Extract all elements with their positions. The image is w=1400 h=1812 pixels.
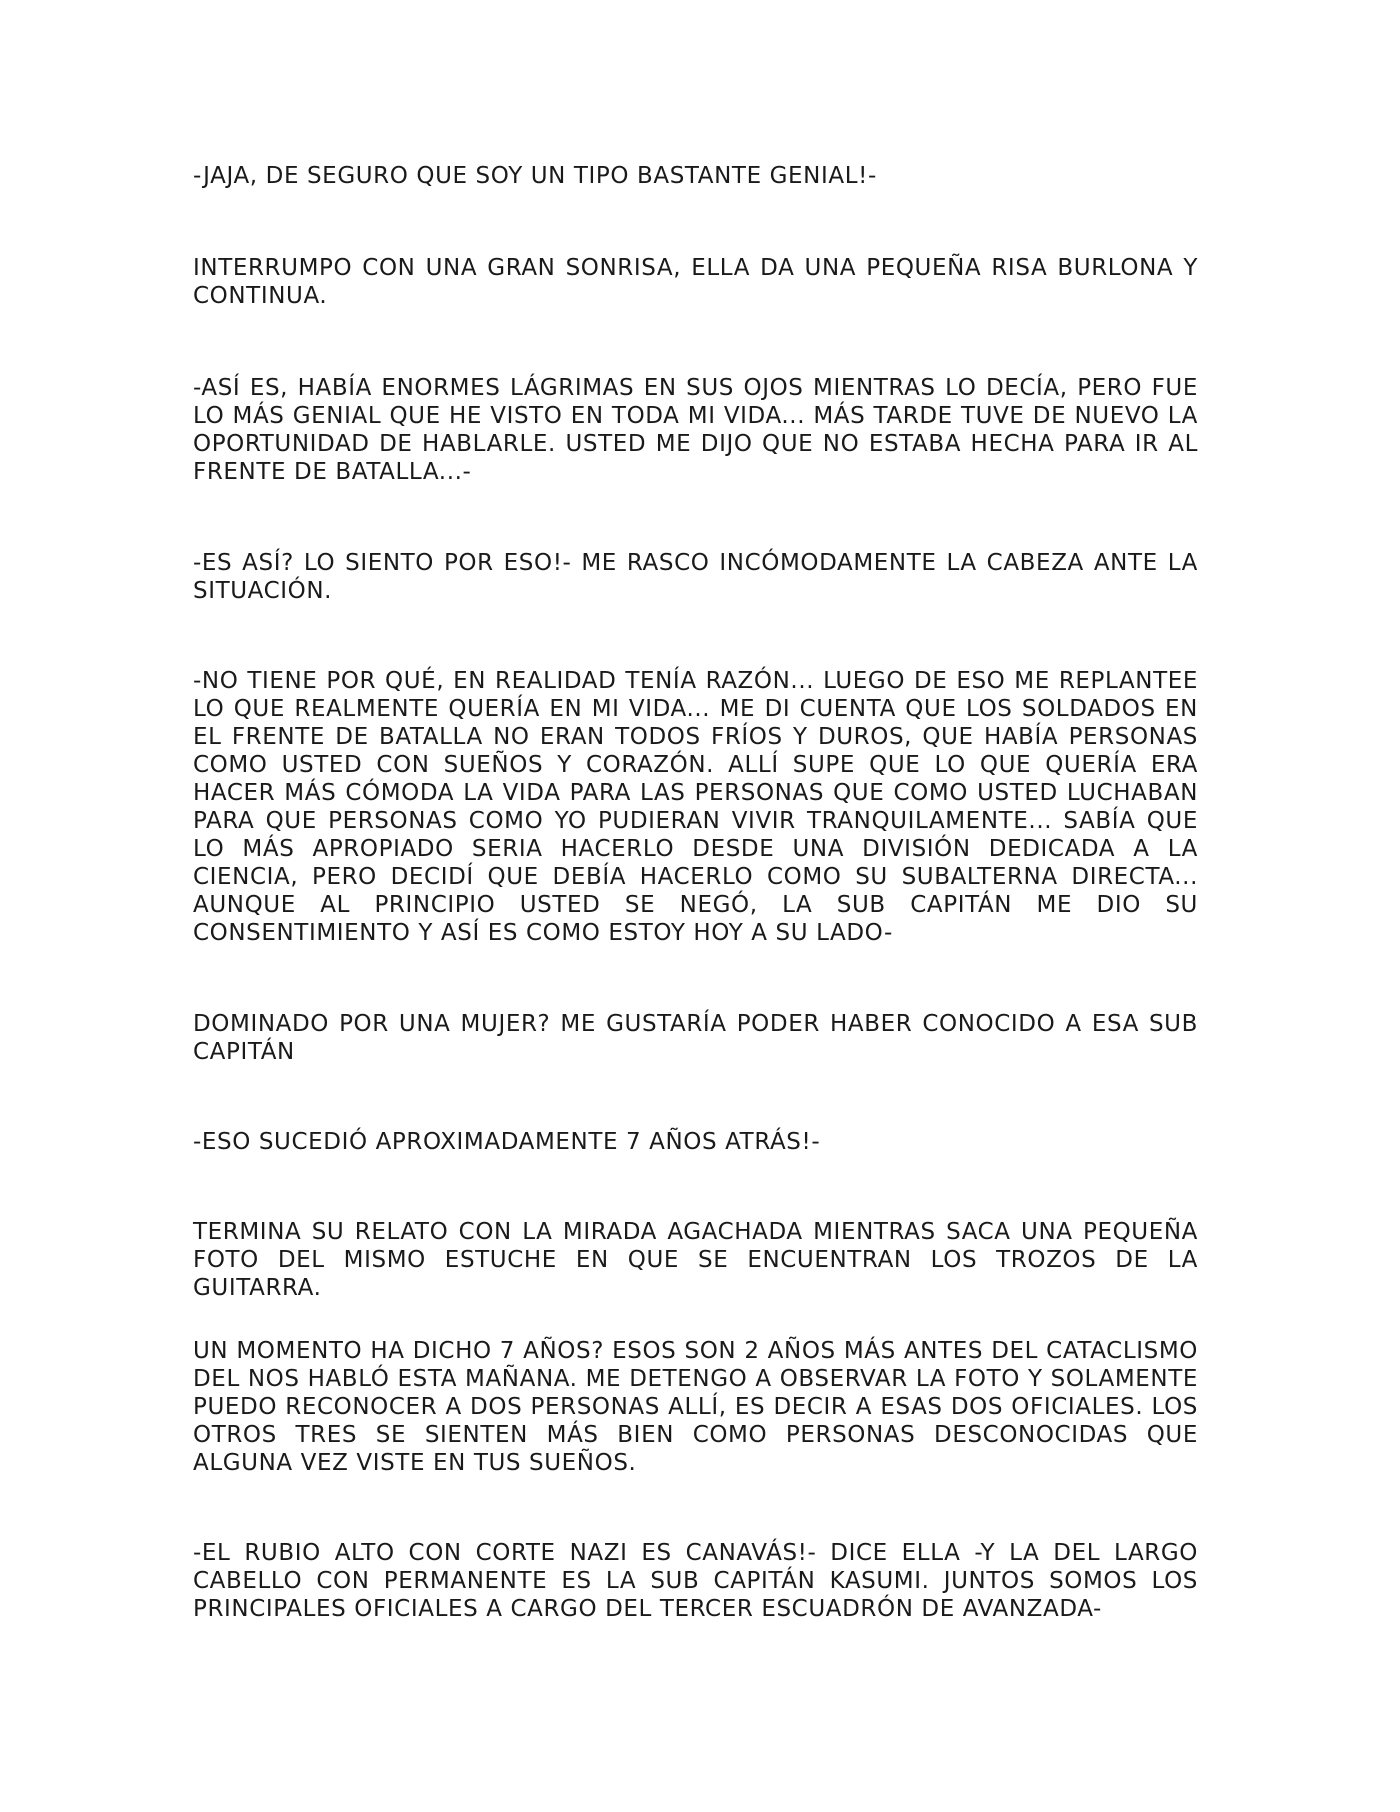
paragraph-8: TERMINA SU RELATO CON LA MIRADA AGACHADA MIENTRAS SACA UNA PEQUEÑA FOTO DEL MISMO ESTUCHE EN QUE SE ENCUENTRAN LOS TROZOS DE LA GUITARRA. — [193, 1219, 1198, 1301]
paragraph-2: INTERRUMPO CON UNA GRAN SONRISA, ELLA DA UNA PEQUEÑA RISA BURLONA Y CONTINUA. — [193, 255, 1198, 309]
paragraph-5: -NO TIENE POR QUÉ, EN REALIDAD TENÍA RAZÓN... LUEGO DE ESO ME REPLANTEE LO QUE REALMENTE QUERÍA EN MI VIDA... ME DI CUENTA QUE LOS SOLDADOS EN EL FRENTE DE BATALLA NO ERAN TODOS FRÍOS Y DUROS, QUE HABÍA PERSONAS COMO USTED CON SUEÑOS Y CORAZÓN. ALLÍ SUPE QUE LO QUE QUERÍA ERA HACER MÁS CÓMODA LA VIDA PARA LAS PERSONAS QUE COMO USTED LUCHABAN PARA QUE PERSONAS COMO YO PUDIERAN VIVIR TRANQUILAMENTE... SABÍA QUE LO MÁS APROPIADO SERIA HACERLO DESDE UNA DIVISIÓN DEDICADA A LA CIENCIA, PERO DECIDÍ QUE DEBÍA HACERLO COMO SU SUBALTERNA DIRECTA... AUNQUE AL PRINCIPIO USTED SE NEGÓ, LA SUB CAPITÁN ME DIO SU CONSENTIMIENTO Y ASÍ ES COMO ESTOY HOY A SU LADO- — [193, 668, 1198, 946]
paragraph-4: -ES ASÍ? LO SIENTO POR ESO!- ME RASCO INCÓMODAMENTE LA CABEZA ANTE LA SITUACIÓN. — [193, 550, 1198, 604]
document-page — [193, 0, 1198, 1812]
paragraph-7: -ESO SUCEDIÓ APROXIMADAMENTE 7 AÑOS ATRÁS!- — [193, 1129, 821, 1155]
paragraph-10: -EL RUBIO ALTO CON CORTE NAZI ES CANAVÁS!- DICE ELLA -Y LA DEL LARGO CABELLO CON PERMANENTE ES LA SUB CAPITÁN KASUMI. JUNTOS SOMOS LOS PRINCIPALES OFICIALES A CARGO DEL TERCER ESCUADRÓN DE AVANZADA- — [193, 1540, 1198, 1622]
paragraph-9: UN MOMENTO HA DICHO 7 AÑOS? ESOS SON 2 AÑOS MÁS ANTES DEL CATACLISMO DEL NOS HABLÓ ESTA MAÑANA. ME DETENGO A OBSERVAR LA FOTO Y SOLAMENTE PUEDO RECONOCER A DOS PERSONAS ALLÍ, ES DECIR A ESAS DOS OFICIALES. LOS OTROS TRES SE SIENTEN MÁS BIEN COMO PERSONAS DESCONOCIDAS QUE ALGUNA VEZ VISTE EN TUS SUEÑOS. — [193, 1338, 1198, 1476]
paragraph-1: -JAJA, DE SEGURO QUE SOY UN TIPO BASTANTE GENIAL!- — [193, 163, 877, 189]
paragraph-6: DOMINADO POR UNA MUJER? ME GUSTARÍA PODER HABER CONOCIDO A ESA SUB CAPITÁN — [193, 1011, 1198, 1065]
paragraph-3: -ASÍ ES, HABÍA ENORMES LÁGRIMAS EN SUS OJOS MIENTRAS LO DECÍA, PERO FUE LO MÁS GENIAL QUE HE VISTO EN TODA MI VIDA... MÁS TARDE TUVE DE NUEVO LA OPORTUNIDAD DE HABLARLE. USTED ME DIJO QUE NO ESTABA HECHA PARA IR AL FRENTE DE BATALLA...- — [193, 375, 1198, 485]
